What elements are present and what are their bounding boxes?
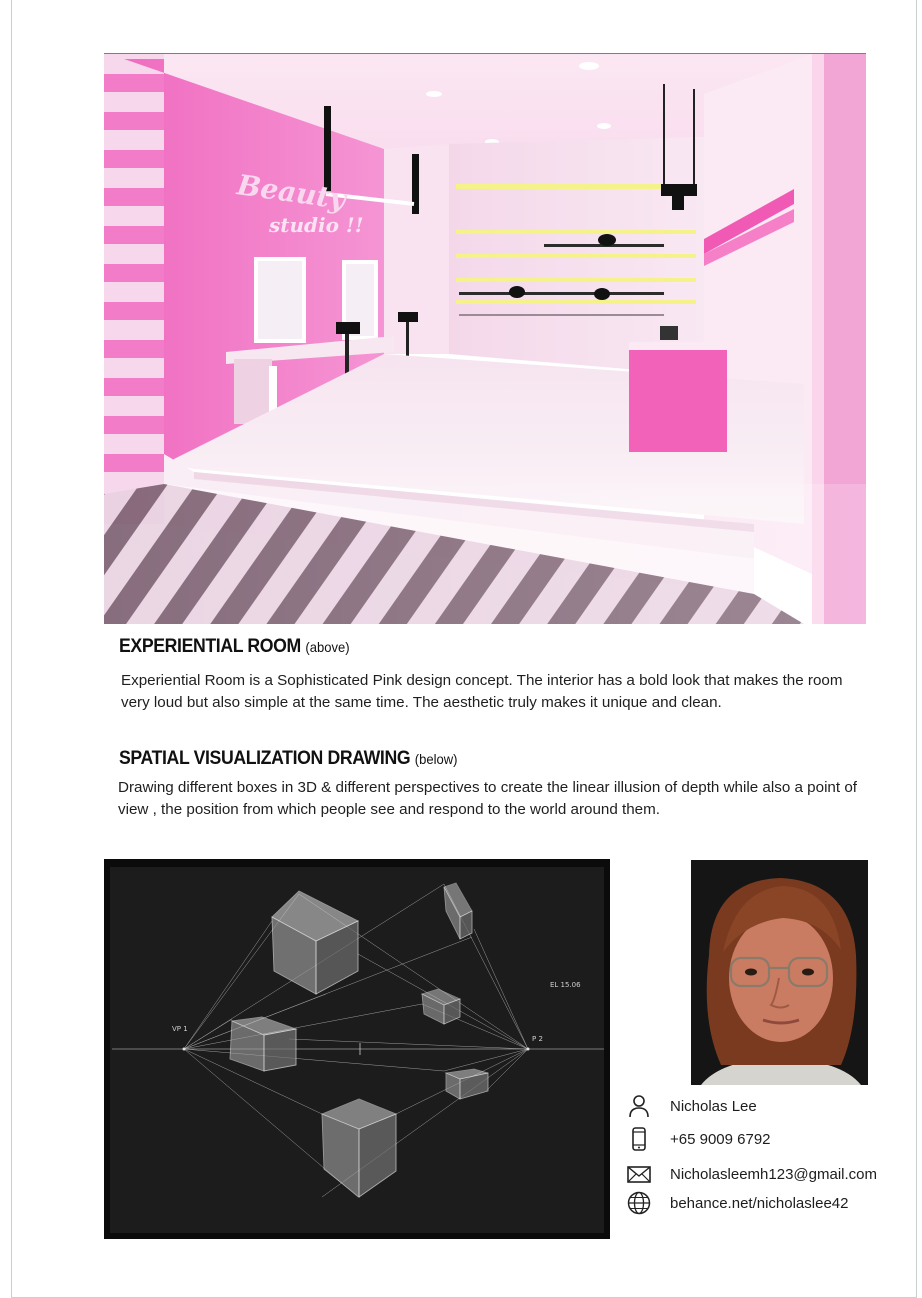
contact-name-row	[626, 1092, 916, 1120]
drawing-signature: EL 15.06	[550, 981, 581, 989]
vp-left-label: VP 1	[172, 1025, 188, 1033]
room-logo-line1: Beauty	[235, 168, 348, 217]
contact-website-row	[626, 1189, 916, 1217]
profile-photo	[691, 860, 868, 1085]
contact-name: Nicholas Lee	[670, 1097, 757, 1115]
section1-title: EXPERIENTIAL ROOM	[119, 636, 301, 657]
mail-icon	[626, 1161, 652, 1187]
phone-icon	[626, 1126, 652, 1152]
section2-title: SPATIAL VISUALIZATION DRAWING	[119, 748, 411, 769]
room-logo-line2: studio !!	[269, 213, 364, 237]
section1-body: Experiential Room is a Sophisticated Pink design concept. The interior has a bold look that makes the room very loud but also simple at the same time. The aesthetic truly makes it unique and clean.	[121, 672, 843, 711]
section-title-spatial-visualization	[119, 748, 457, 770]
room-render-image	[104, 53, 866, 624]
contact-email[interactable]: Nicholasleemh123@gmail.com	[670, 1165, 877, 1183]
contact-website[interactable]: behance.net/nicholaslee42	[670, 1194, 849, 1212]
globe-icon	[626, 1190, 652, 1216]
contact-phone[interactable]: +65 9009 6792	[670, 1130, 771, 1148]
contact-phone-row	[626, 1125, 916, 1153]
perspective-drawing-image	[104, 859, 610, 1239]
section2-note: (below)	[414, 751, 458, 767]
vp-right-label: P 2	[532, 1035, 543, 1043]
contact-email-row	[626, 1160, 916, 1188]
section1-note: (above)	[305, 639, 350, 655]
section2-body: Drawing different boxes in 3D & different perspectives to create the linear illusion of depth while also a point of view , the position from which people see and respond to the world around them.	[118, 779, 857, 818]
section-title-experiential-room	[119, 636, 350, 658]
person-icon	[626, 1093, 652, 1119]
